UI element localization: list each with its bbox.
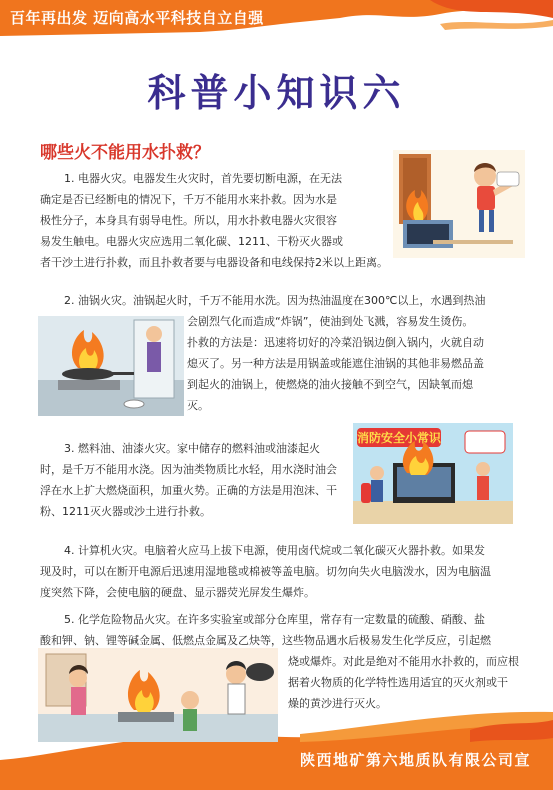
top-banner xyxy=(0,0,553,36)
item-4-line: 度突然下降，会使电脑的硬盘、显示器荧光屏发生爆炸。 xyxy=(40,586,315,599)
section-title: 哪些火不能用水扑救？ xyxy=(40,143,210,163)
item-3-text xyxy=(40,438,350,522)
poster-badge: 消防安全小常识 xyxy=(356,431,442,445)
item-5-line: 燥的黄沙进行灭火。 xyxy=(288,697,387,710)
item-2-line: 会剧烈气化而造成“炸锅”，使油到处飞溅，容易发生烫伤。 xyxy=(187,315,474,328)
item-3-line: 时，是千万不能用水浇。因为油类物质比水轻，用水浇时油会 xyxy=(40,463,337,476)
chemical-fire-illustration xyxy=(38,648,278,742)
slogan-text: 百年再出发 迈向高水平科技自立自强 xyxy=(10,9,264,27)
item-2-line: 扑救的方法是：迅速将切好的冷菜沿锅边倒入锅内，火就自动 xyxy=(187,336,484,349)
item-5-line: 烧或爆炸。对此是绝对不能用水扑救的，而应根 xyxy=(288,655,519,668)
item-2-text-wrap xyxy=(187,311,520,416)
item-1-line: 者干沙土进行扑救，而且扑救者要与电器设备和电线保持2米以上距离。 xyxy=(40,256,388,269)
organization-credit: 陕西地矿第六地质队有限公司宣 xyxy=(299,751,531,769)
item-2-line: 灭。 xyxy=(187,399,209,412)
item-1-line: 确定是否已经断电的情况下，千万不能用水来扑救。因为水是 xyxy=(40,193,337,206)
electrical-fire-illustration xyxy=(393,150,525,258)
item-4-line: 现及时，可以在断开电源后迅速用湿地毯或棉被等盖电脑。切勿向失火电脑泼水，因为电脑温 xyxy=(40,565,491,578)
item-1-line: 易发生触电。电器火灾应选用二氧化碳、1211、干粉灭火器或 xyxy=(40,235,343,248)
item-3-line: 浮在水上扩大燃烧面积，加重火势。正确的方法是用泡沫、干 xyxy=(40,484,337,497)
item-3-line: 3. 燃料油、油漆火灾。家中储存的燃料油或油漆起火 xyxy=(64,442,320,455)
item-1-line: 极性分子，本身具有弱导电性。所以，用水扑救电器火灾很容 xyxy=(40,214,337,227)
item-1-text xyxy=(40,168,388,252)
fire-safety-poster-illustration xyxy=(353,423,513,524)
item-5-line: 据着火物质的化学特性选用适宜的灭火剂或干 xyxy=(288,676,508,689)
item-2-line: 到起火的油锅上，使燃烧的油火接触不到空气，因缺氧而熄 xyxy=(187,378,473,391)
item-4-text xyxy=(40,540,520,603)
item-2-line: 2. 油锅火灾。油锅起火时，千万不能用水洗。因为热油温度在300℃以上，水遇到热油 xyxy=(64,294,486,307)
item-3-line: 粉、1211灭火器或沙土进行扑救。 xyxy=(40,505,211,518)
page-title: 科普小知识六 xyxy=(147,71,406,115)
item-4-line: 4. 计算机火灾。电脑着火应马上拔下电源，使用卤代烷或二氧化碳灭火器扑救。如果发 xyxy=(64,544,485,557)
item-5-line: 5. 化学危险物品火灾。在许多实验室或部分仓库里，常存有一定数量的硫酸、硝酸、盐 xyxy=(64,613,485,626)
item-5-line: 酸和钾、钠、锂等碱金属、低燃点金属及乙炔等，这些物品遇水后极易发生化学反应，引起燃 xyxy=(40,634,491,647)
item-2-line: 熄灭了。另一种方法是用锅盖或能遮住油锅的其他非易燃品盖 xyxy=(187,357,484,370)
item-1-line: 1. 电器火灾。电器发生火灾时，首先要切断电源，在无法 xyxy=(64,172,342,185)
item-5-text xyxy=(40,609,520,651)
oil-pan-fire-illustration xyxy=(38,316,184,416)
item-2-text xyxy=(40,290,520,311)
